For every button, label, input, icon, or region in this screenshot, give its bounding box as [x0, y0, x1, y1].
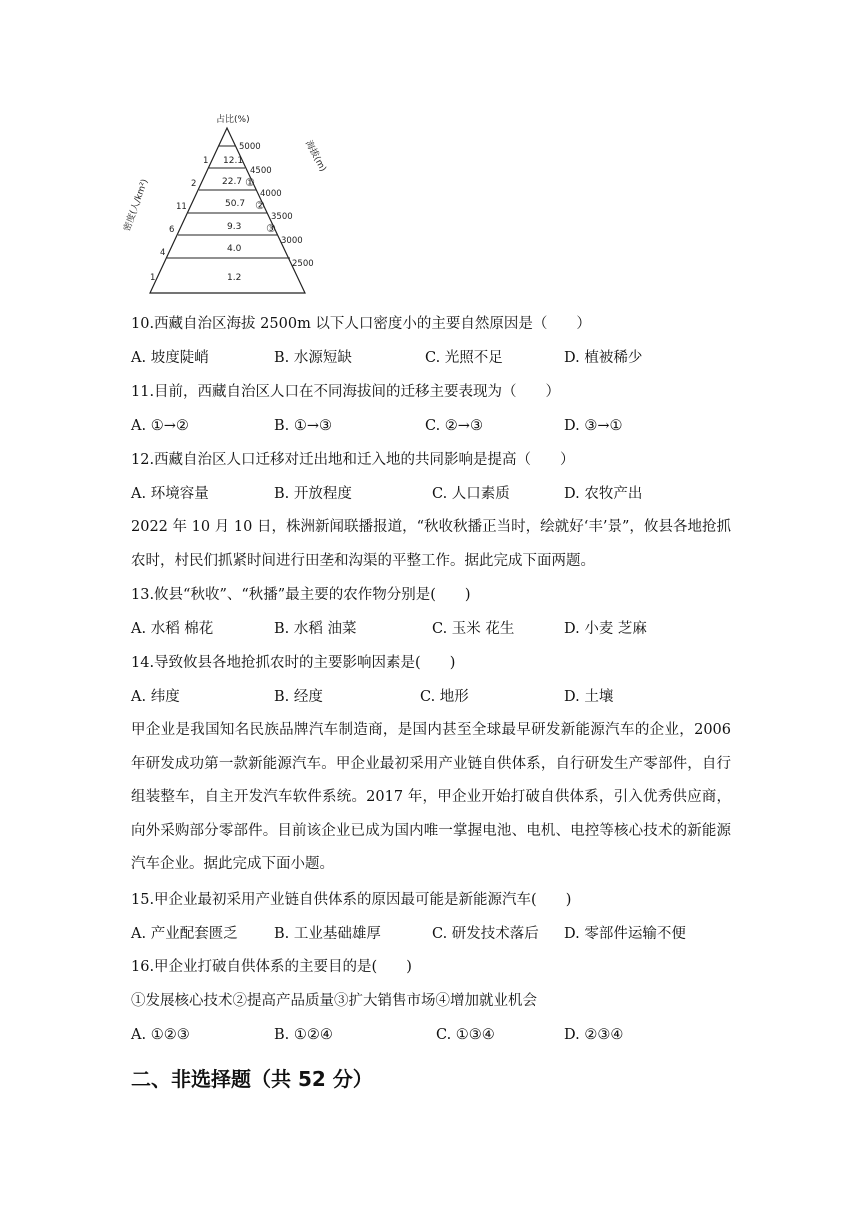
altitude-value: 5000: [239, 142, 261, 152]
question-12-stem: 12.西藏自治区人口迁移对迁出地和迁入地的共同影响是提高（ ）: [131, 452, 575, 468]
share-value: 12.1: [223, 156, 244, 166]
question-16-stem: 16.甲企业打破自供体系的主要目的是( ): [131, 959, 412, 975]
q15-option-a: A. 产业配套匮乏: [131, 926, 238, 942]
q12-option-b: B. 开放程度: [274, 486, 352, 502]
density-value: 6: [169, 225, 175, 235]
share-value: 4.0: [227, 244, 242, 254]
altitude-triangle-diagram: [122, 108, 350, 298]
density-value: 1: [203, 156, 209, 166]
q10-option-a: A. 坡度陡峭: [131, 350, 209, 366]
altitude-value: 3500: [271, 212, 293, 222]
density-value: 11: [176, 202, 187, 212]
q11-option-b: B. ①→③: [274, 418, 333, 434]
q16-option-a: A. ①②③: [131, 1027, 190, 1043]
q13-option-c: C. 玉米 花生: [432, 621, 515, 637]
question-13-stem: 13.攸县“秋收”、“秋播”最主要的农作物分别是( ): [131, 587, 471, 603]
q11-option-c: C. ②→③: [425, 418, 483, 434]
share-value: 1.2: [227, 273, 242, 283]
altitude-value: 4500: [250, 166, 272, 176]
q16-option-c: C. ①③④: [436, 1027, 495, 1043]
share-value: 9.3: [227, 222, 242, 232]
passage-company: 甲企业是我国知名民族品牌汽车制造商，是国内甚至全球最早研发新能源汽车的企业，2006 年研发成功第一款新能源汽车。甲企业最初采用产业链自供体系，自行研发生产零部件，自行组装整车，自主开发汽车软件系统。2017 年，甲企业开始打破自供体系，引入优秀供应商，向外采购部分零部件。目前该企业已成为国内唯一掌握电池、电机、电控等核心技术的新能源汽车企业。据此完成下面小题。: [131, 722, 731, 872]
q11-option-d: D. ③→①: [564, 418, 623, 434]
marker-3: ③: [266, 222, 276, 235]
question-14-stem: 14.导致攸县各地抢抓农时的主要影响因素是( ): [131, 655, 456, 671]
density-value: 1: [150, 273, 156, 283]
q15-option-d: D. 零部件运输不便: [564, 926, 686, 942]
q14-option-d: D. 土壤: [564, 689, 614, 705]
passage-zhuzhou: 2022 年 10 月 10 日，株洲新闻联播报道，“秋收秋播正当时，绘就好‘丰’景”，攸县各地抢抓农时，村民们抓紧时间进行田垄和沟渠的平整工作。据此完成下面两题。: [131, 519, 731, 569]
section-title: 二、非选择题（共 52 分）: [131, 1067, 373, 1091]
q15-option-c: C. 研发技术落后: [432, 926, 539, 942]
q13-option-a: A. 水稻 棉花: [131, 621, 214, 637]
density-value: 2: [191, 179, 197, 189]
altitude-value: 2500: [292, 259, 314, 269]
q14-option-a: A. 纬度: [131, 689, 180, 705]
right-axis-label: 海拔(m): [302, 139, 328, 174]
q14-option-b: B. 经度: [274, 689, 323, 705]
q13-option-b: B. 水稻 油菜: [274, 621, 357, 637]
q13-option-d: D. 小麦 芝麻: [564, 621, 647, 637]
left-axis-label: 密度(人/km²): [122, 177, 151, 233]
q12-option-a: A. 环境容量: [131, 486, 209, 502]
q10-option-d: D. 植被稀少: [564, 350, 643, 366]
question-15-stem: 15.甲企业最初采用产业链自供体系的原因最可能是新能源汽车( ): [131, 892, 572, 908]
q16-option-b: B. ①②④: [274, 1027, 333, 1043]
q14-option-c: C. 地形: [420, 689, 469, 705]
altitude-value: 4000: [260, 189, 282, 199]
question-11-stem: 11.目前，西藏自治区人口在不同海拔间的迁移主要表现为（ ）: [131, 384, 561, 400]
altitude-value: 3000: [281, 236, 303, 246]
q12-option-c: C. 人口素质: [432, 486, 510, 502]
triangle-outline: [150, 128, 305, 293]
q10-option-c: C. 光照不足: [425, 350, 503, 366]
q15-option-b: B. 工业基础雄厚: [274, 926, 381, 942]
q16-statements: ①发展核心技术②提高产品质量③扩大销售市场④增加就业机会: [131, 993, 537, 1009]
top-label: 占比(%): [216, 115, 250, 125]
altitude-population-figure: [122, 108, 350, 298]
share-value: 50.7: [225, 199, 246, 209]
question-10-stem: 10.西藏自治区海拔 2500m 以下人口密度小的主要自然原因是（ ）: [131, 316, 591, 332]
q12-option-d: D. 农牧产出: [564, 486, 643, 502]
marker-1: ①: [245, 176, 255, 189]
q16-option-d: D. ②③④: [564, 1027, 624, 1043]
q10-option-b: B. 水源短缺: [274, 350, 352, 366]
q11-option-a: A. ①→②: [131, 418, 189, 434]
density-value: 4: [160, 248, 166, 258]
share-value: 22.7: [222, 177, 243, 187]
marker-2: ②: [255, 199, 265, 212]
